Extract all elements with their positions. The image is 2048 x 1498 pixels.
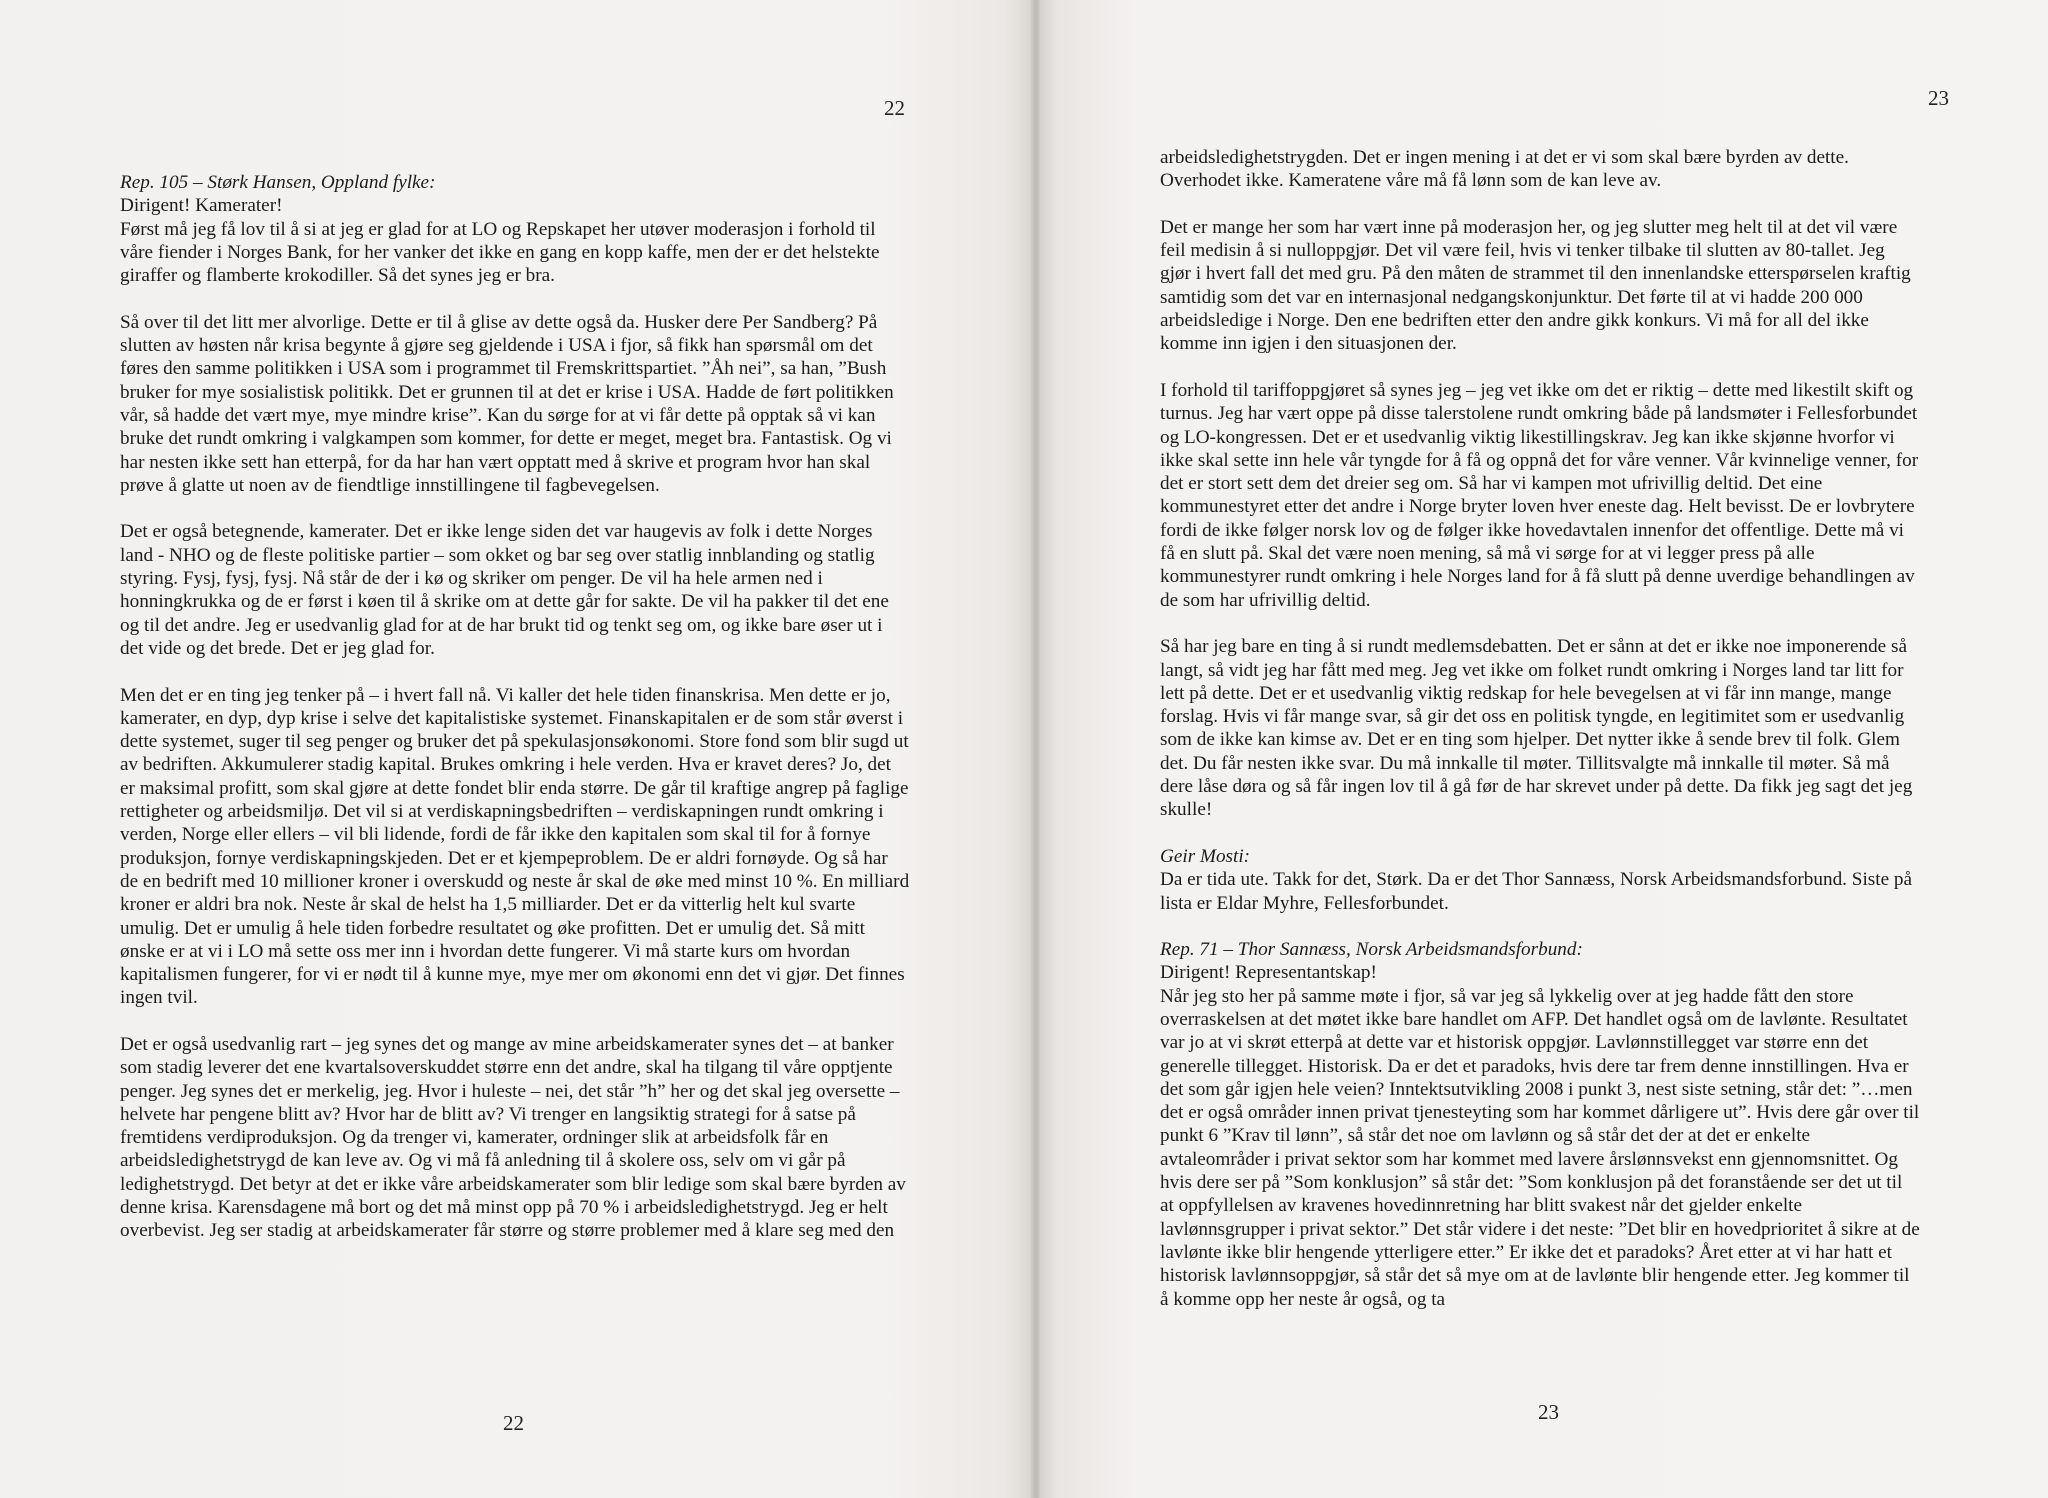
paragraph [120,171,910,287]
page-number-top: 22 [884,96,905,120]
paragraph-text: Det er også betegnende, kamerater. Det er ikke lenge siden det var haugevis av folk i dette Norges land - NHO og de fleste politiske partier – som okket og bar seg over statlig innblanding og statlig styring. Fysj, fysj, fysj. Nå står de der i kø og skriker om penger. De vil ha hele armen ned i honningkrukka og de er først i køen til å skrike om at dette går for sakte. De vil ha pakker til det ene og til det andre. Jeg er usedvanlig glad for at de har brukt tid og tenkt seg om, og ikke bare øser ut i det vide og det brede. Det er jeg glad for. [120,521,889,659]
paragraph-text: arbeidsledighetstrygden. Det er ingen mening i at det er vi som skal bære byrden av dette. Overhodet ikke. Kameratene våre må få lønn som de kan leve av. [1160,147,1849,192]
paragraph [1160,379,1920,612]
paragraph-text: I forhold til tariffoppgjøret så synes jeg – jeg vet ikke om det er riktig – dette med likestilt skift og turnus. Jeg har vært oppe på disse talerstolene rundt omkring både på landsmøter i Fellesforbundet og LO-kongressen. Det er et usedvanlig viktig likestillingskrav. Jeg kan ikke skjønne hvorfor vi ikke skal sette inn hele vår tyngde for å få og oppnå det for våre venner. Vår kvinnelige venner, for det er stort sett dem det dreier seg om. Så har vi kampen mot ufrivillig deltid. Det eine kommunestyret etter det andre i Norge bryter loven hver eneste dag. Helt bevisst. De er lovbrytere fordi de ikke følger norsk lov og de følger ikke hovedavtalen innenfor det offentlige. Dette må vi få en slutt på. Skal det være noen mening, så må vi sørge for at vi legger press på alle kommunestyrer rundt omkring i hele Norges land for å få slutt på denne uverdige behandlingen av de som har ufrivillig deltid. [1160,379,1919,611]
paragraph-text: Da er tida ute. Takk for det, Størk. Da er det Thor Sannæss, Norsk Arbeidsmandsforbund. Siste på lista er Eldar Myhre, Fellesforbundet. [1160,869,1912,914]
paragraph-text: Dirigent! Representantskap! [1160,962,1377,984]
right-page-text [1160,146,1920,1334]
paragraph [1160,146,1920,193]
page-number-top: 23 [1928,86,1949,110]
paragraph [1160,845,1920,915]
paragraph [1160,216,1920,356]
right-page [1036,0,2048,1498]
page-number-bottom: 23 [1538,1400,1559,1424]
speaker-heading: Geir Mosti: [1160,845,1251,867]
paragraph-text: Så over til det litt mer alvorlige. Dette er til å glise av dette også da. Husker dere Per Sandberg? På slutten av høsten når krisa begynte å gjøre seg gjeldende i USA i fjor, så fikk han spørsmål om det føres den samme politikken i USA som i programmet til Fremskrittspartiet. ”Åh nei”, sa han, ”Bush bruker for mye sosialistisk politikk. Det er grunnen til at det er krise i USA. Hadde de ført politikken vår, så hadde det vært mye, mye mindre krise”. Kan du sørge for at vi får dette på opptak så vi kan bruke det rundt omkring i valgkampen som kommer, for dette er meget, meget bra. Fantastisk. Og vi har nesten ikke sett han etterpå, for da har han vært opptatt med å skrive et program hvor han skal prøve å glatte ut noen av de fiendtlige innstillingene til fagbevegelsen. [120,311,894,496]
speaker-heading: Rep. 71 – Thor Sannæss, Norsk Arbeidsmandsforbund: [1160,939,1583,961]
paragraph [1160,635,1920,821]
paragraph-text: Det er mange her som har vært inne på moderasjon her, og jeg slutter meg helt til at det vil være feil medisin å si nulloppgjør. Det vil være feil, hvis vi tenker tilbake til slutten av 80-tallet. Jeg gjør i hvert fall det med gru. På den måten de strammet til den innenlandske etterspørselen kraftig samtidig som det var en internasjonal nedgangskonjunktur. Det førte til at vi hadde 200 000 arbeidsledige i Norge. Den ene bedriften etter den andre gikk konkurs. Vi må for all del ikke komme inn igjen i den situasjonen der. [1160,216,1911,355]
left-page-text [120,171,910,1266]
paragraph [120,311,910,497]
paragraph-text: Først må jeg få lov til å si at jeg er glad for at LO og Repskapet her utøver moderasjon i forhold til våre fiender i Norges Bank, for her vanker det ikke en gang en kopp kaffe, men der er det helstekte giraffer og flamberte krokodiller. Så det synes jeg er bra. [120,218,880,287]
paragraph-text: Men det er en ting jeg tenker på – i hvert fall nå. Vi kaller det hele tiden finanskrisa. Men dette er jo, kamerater, en dyp, dyp krise i selve det kapitalistiske systemet. Finanskapitalen er de som står øverst i dette systemet, suger til seg penger og bruker det på spekulasjonsøkonomi. Store fond som blir sugd ut av bedriften. Akkumulerer stadig kapital. Brukes omkring i hele verden. Hva er kravet deres? Jo, det er maksimal profitt, som skal gjøre at dette fondet blir enda større. De går til kraftige angrep på faglige rettigheter og arbeidsmiljø. Det vil si at verdiskapningsbedriften – verdiskapningen rundt omkring i verden, Norge eller ellers – vil bli lidende, fordi de får ikke den kapitalen som skal til for å fornye produksjon, fornye verdiskapningskjeden. Det er et kjempeproblem. De er aldri fornøyde. Og så har de en bedrift med 10 millioner kroner i overskudd og neste år skal de øke med minst 10 %. En milliard kroner er aldri bra nok. Neste år skal de helst ha 1,5 milliarder. Det er da vitterlig helt kul svarte umulig. Det er umulig å hele tiden forbedre resultatet og øke profitten. Det er umulig det. Så mitt ønske er at vi i LO må sette oss mer inn i hvordan dette fungerer. Vi må starte kurs om hvordan kapitalismen fungerer, for vi er nødt til å kunne mye, mye mer om økonomi enn det vi gjør. Det finnes ingen tvil. [120,684,910,1009]
speaker-heading: Rep. 105 – Størk Hansen, Oppland fylke: [120,172,436,193]
paragraph-text: Dirigent! Kamerater! [120,195,283,217]
book-gutter [1030,0,1040,1498]
paragraph [120,1033,910,1243]
page-number-bottom: 22 [503,1411,524,1435]
paragraph [120,520,910,660]
paragraph [120,684,910,1010]
paragraph-text: Så har jeg bare en ting å si rundt medlemsdebatten. Det er sånn at det er ikke noe imponerende så langt, så vidt jeg har fått med meg. Jeg vet ikke om folket rundt omkring i Norges land tar litt for lett på dette. Det er et usedvanlig viktig redskap for hele bevegelsen at vi får inn mange, mange forslag. Hvis vi får mange svar, så gir det oss en politisk tyngde, en legitimitet som er usedvanlig som de ikke kan kimse av. Det er en ting som hjelper. Det nytter ikke å sende brev til folk. Glem det. Du får nesten ikke svar. Du må innkalle til møter. Tillitsvalgte må innkalle til møter. Så må dere låse døra og så får ingen lov til å gå før de har skrevet under på dette. Da fikk jeg sagt det jeg skulle! [1160,636,1913,821]
paragraph-text: Det er også usedvanlig rart – jeg synes det og mange av mine arbeidskamerater synes det – at banker som stadig leverer det ene kvartalsoverskuddet større enn det andre, skal ha tilgang til våre opptjente penger. Jeg synes det er merkelig, jeg. Hvor i huleste – nei, det står ”h” her og det skal jeg oversette – helvete har pengene blitt av? Hvor har de blitt av? Vi trenger en langsiktig strategi for å satse på fremtidens verdiproduksjon. Og da trenger vi, kamerater, ordninger slik at arbeidsfolk får en arbeidsledighetstrygd de kan leve av. Og vi må få anledning til å skolere oss, selv om vi går på ledighetstrygd. Det betyr at det er ikke våre arbeidskamerater som blir ledige som skal bære byrden av denne krisa. Karensdagene må bort og det må minst opp på 70 % i arbeidsledighetstrygd. Jeg er helt overbevist. Jeg ser stadig at arbeidskamerater får større og større problemer med å klare seg med den [120,1033,906,1242]
paragraph [1160,938,1920,1311]
paragraph-text: Når jeg sto her på samme møte i fjor, så var jeg så lykkelig over at jeg hadde fått den store overraskelsen at det møtet ikke bare handlet om AFP. Det handlet også om de lavlønte. Resultatet var jo at vi skrøt etterpå at dette var et historisk oppgjør. Lavlønnstillegget var større enn det generelle tillegget. Historisk. Da er det et paradoks, hvis dere tar frem denne innstillingen. Hva er det som går igjen hele veien? Inntektsutvikling 2008 i punkt 3, nest siste setning, står det: ”…men det er også områder innen privat tjenesteyting som har kommet dårligere ut”. Hvis dere går over til punkt 6 ”Krav til lønn”, så står det noe om lavlønn og så står det der at det er enkelte avtaleområder i privat sektor som har kommet med lavere årslønnsvekst enn gjennomsnittet. Og hvis dere ser på ”Som konklusjon” så står det: ”Som konklusjon på det foranstående ser det ut til at oppfyllelsen av kravenes hovedinnretning har blitt svakest når det gjelder enkelte lavlønnsgrupper i privat sektor.” Det står videre i det neste: ”Det blir en hovedprioritet å sikre at de lavlønte ikke blir hengende ytterligere etter.” Er ikke det et paradoks? Året etter at vi har hatt et historisk lavlønnsoppgjør, så står det så mye om at de lavlønte blir hengende etter. Jeg kommer til å komme opp her neste år også, og ta [1160,985,1920,1310]
